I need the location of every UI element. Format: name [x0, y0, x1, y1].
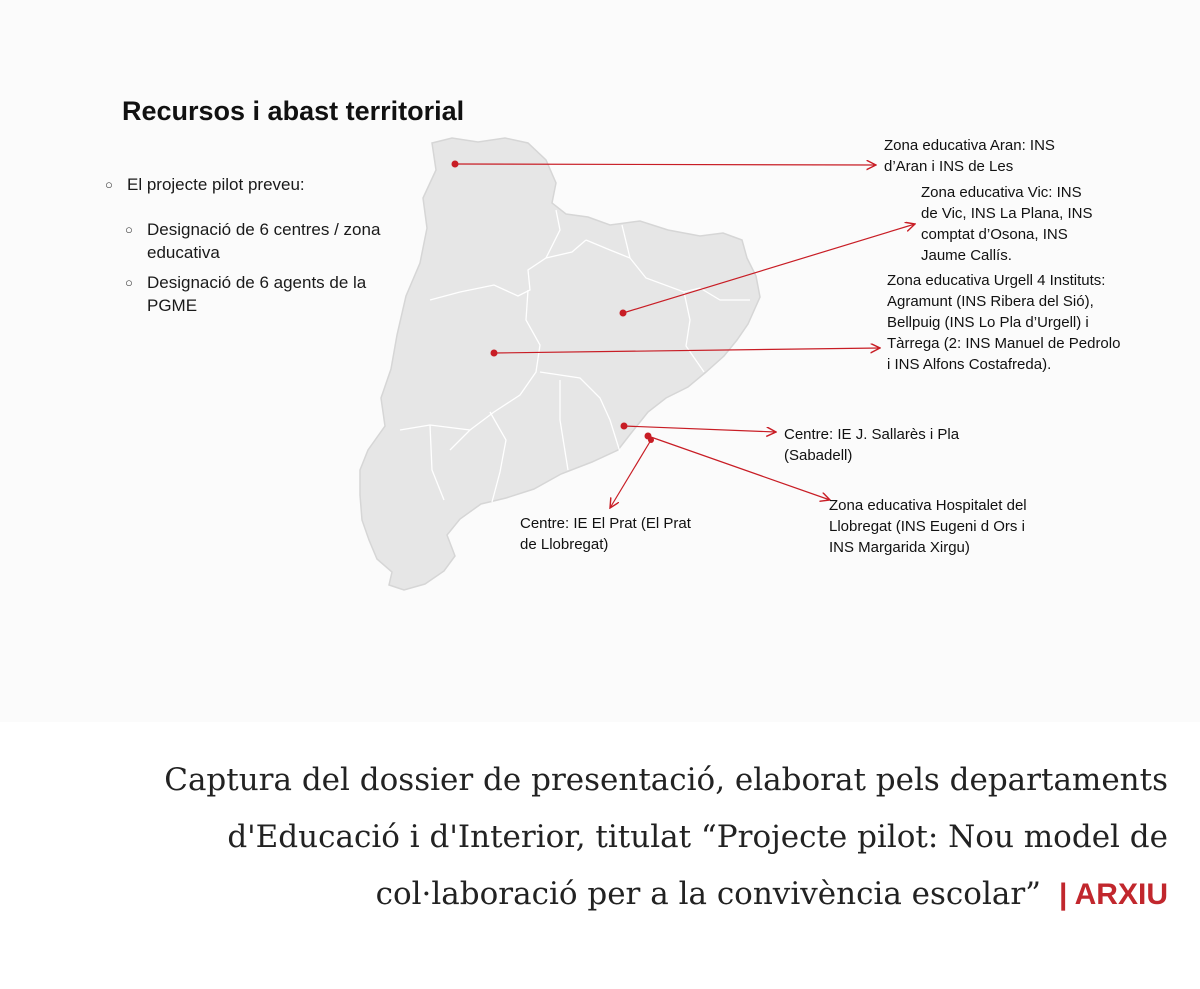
marker-vic [620, 310, 627, 317]
bullet-circle-icon: ○ [105, 177, 113, 192]
callout-urgell: Zona educativa Urgell 4 Instituts: Agramunt (INS Ribera del Sió), Bellpuig (INS Lo Pla d’Urgell) i Tàrrega (2: INS Manuel de Pedrolo i INS Alfons Costafreda). [887, 272, 1121, 373]
callout-hospitalet: Zona educativa Hospitalet del Llobregat (INS Eugeni d Ors i INS Margarida Xirgu) [829, 497, 1027, 556]
marker-sabadell [621, 423, 628, 430]
callout-vic: Zona educativa Vic: INS de Vic, INS La Plana, INS comptat d’Osona, INS Jaume Callís. [921, 184, 1093, 264]
slide-title: Recursos i abast territorial [122, 96, 465, 126]
sub-bullet-item: ○ Designació de 6 centres / zona educativa [125, 220, 381, 262]
bullet-item: ○ El projecte pilot preveu: [105, 175, 305, 194]
caption-text: Captura del dossier de presentació, elaborat pels departaments d'Educació i d'Interior, titulat “Projecte pilot: Nou model de col·laboració per a la convivència escolar” [164, 762, 1168, 912]
callout-aran: Zona educativa Aran: INS d’Aran i INS de Les [884, 137, 1055, 175]
marker-urgell [491, 350, 498, 357]
photo-credit: | ARXIU [1059, 878, 1168, 911]
callout-sabadell: Centre: IE J. Sallarès i Pla (Sabadell) [784, 426, 960, 464]
image-caption [48, 752, 1168, 923]
marker-aran [452, 161, 459, 168]
bullet-circle-icon: ○ [125, 222, 133, 237]
bullet-circle-icon: ○ [125, 275, 133, 290]
sub-bullet-item: ○ Designació de 6 agents de la PGME [125, 273, 367, 315]
callout-el-prat: Centre: IE El Prat (El Prat de Llobregat) [520, 515, 691, 553]
marker-el-prat [648, 437, 654, 443]
